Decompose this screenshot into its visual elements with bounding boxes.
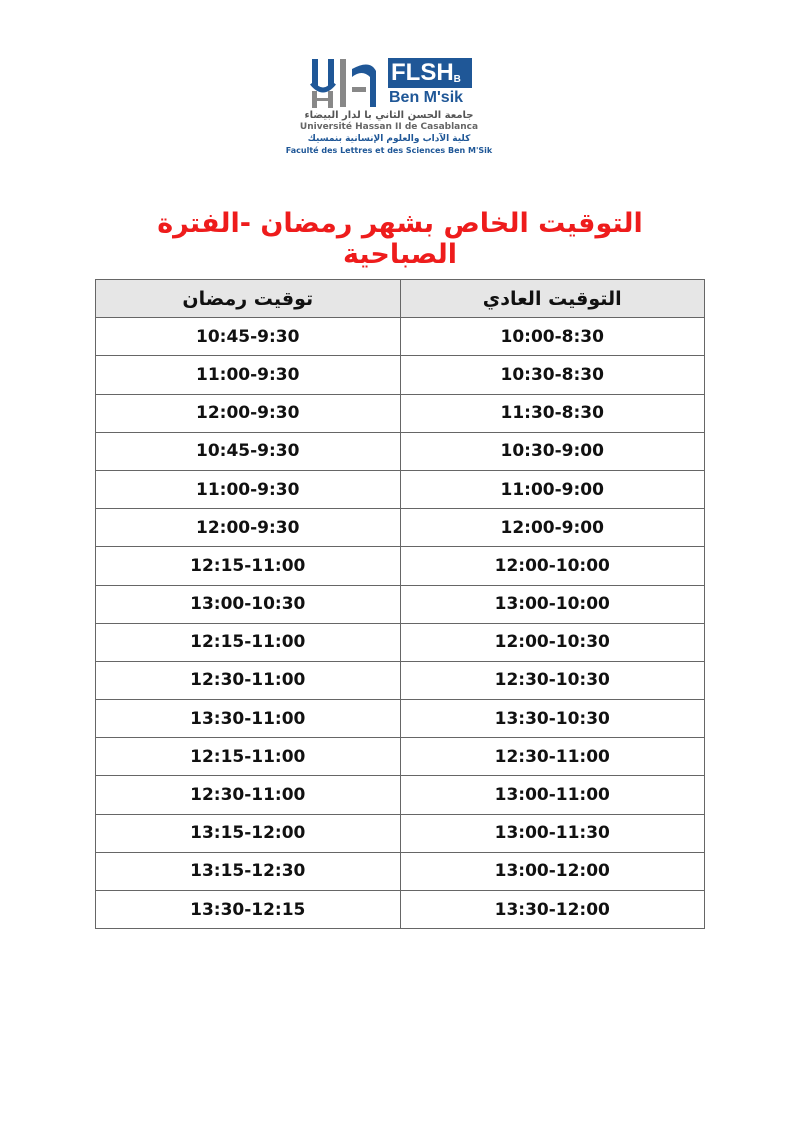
cell-ramadan: 12:15-11:00 [96,623,401,661]
cell-ramadan: 11:00-9:30 [96,356,401,394]
cell-regular: 13:00-12:00 [400,852,705,890]
table-row [96,814,705,852]
table-row [96,700,705,738]
cell-regular: 10:30-9:00 [400,432,705,470]
cell-ramadan: 12:15-11:00 [96,738,401,776]
brand-text: FLSH [391,59,454,86]
cell-regular: 11:30-8:30 [400,394,705,432]
table-row [96,470,705,508]
cell-regular: 10:30-8:30 [400,356,705,394]
cell-ramadan: 12:15-11:00 [96,547,401,585]
table-row [96,394,705,432]
cell-ramadan: 13:00-10:30 [96,585,401,623]
faculty-ar: كلية الآداب والعلوم الإنسانية بنمسيك [307,134,471,144]
table-row [96,547,705,585]
cell-ramadan: 12:00-9:30 [96,394,401,432]
university-ar: جامعة الحسن الثاني با لدار البيضاء [304,110,474,121]
cell-ramadan: 13:15-12:00 [96,814,401,852]
cell-regular: 10:00-8:30 [400,318,705,356]
cell-regular: 13:00-11:30 [400,814,705,852]
cell-ramadan: 10:45-9:30 [96,432,401,470]
cell-regular: 12:30-10:30 [400,661,705,699]
cell-ramadan: 10:45-9:30 [96,318,401,356]
cell-regular: 13:30-10:30 [400,700,705,738]
cell-regular: 12:00-10:00 [400,547,705,585]
table-row [96,356,705,394]
faculty-fr: Faculté des Lettres et des Sciences Ben M'Sik [285,146,493,155]
schedule-table [95,279,705,929]
table-row [96,432,705,470]
table-row [96,318,705,356]
header-ramadan: توقيت رمضان [96,280,401,318]
uh2c-logo-mark-icon [310,57,382,109]
cell-ramadan: 13:30-11:00 [96,700,401,738]
cell-ramadan: 13:15-12:30 [96,852,401,890]
table-row [96,661,705,699]
table-row [96,738,705,776]
cell-ramadan: 12:30-11:00 [96,776,401,814]
cell-ramadan: 13:30-12:15 [96,891,401,929]
cell-regular: 13:00-10:00 [400,585,705,623]
table-row [96,891,705,929]
campus-name: Ben M'sik [389,89,464,106]
cell-ramadan: 12:00-9:30 [96,509,401,547]
page-title: التوقيت الخاص بشهر رمضان -الفترة الصباحية [157,208,643,270]
cell-regular: 13:30-12:00 [400,891,705,929]
cell-regular: 13:00-11:00 [400,776,705,814]
cell-regular: 11:00-9:00 [400,470,705,508]
table-row [96,585,705,623]
table-row [96,776,705,814]
faculty-logo [286,55,506,160]
table-row [96,852,705,890]
university-fr: Université Hassan II de Casablanca [299,122,479,132]
table-row [96,509,705,547]
cell-ramadan: 11:00-9:30 [96,470,401,508]
brand-box [388,58,472,88]
table-header-row [96,280,705,318]
cell-ramadan: 12:30-11:00 [96,661,401,699]
header-regular: التوقيت العادي [400,280,705,318]
brand-sub: B [453,74,461,85]
cell-regular: 12:30-11:00 [400,738,705,776]
cell-regular: 12:00-10:30 [400,623,705,661]
table-row [96,623,705,661]
cell-regular: 12:00-9:00 [400,509,705,547]
